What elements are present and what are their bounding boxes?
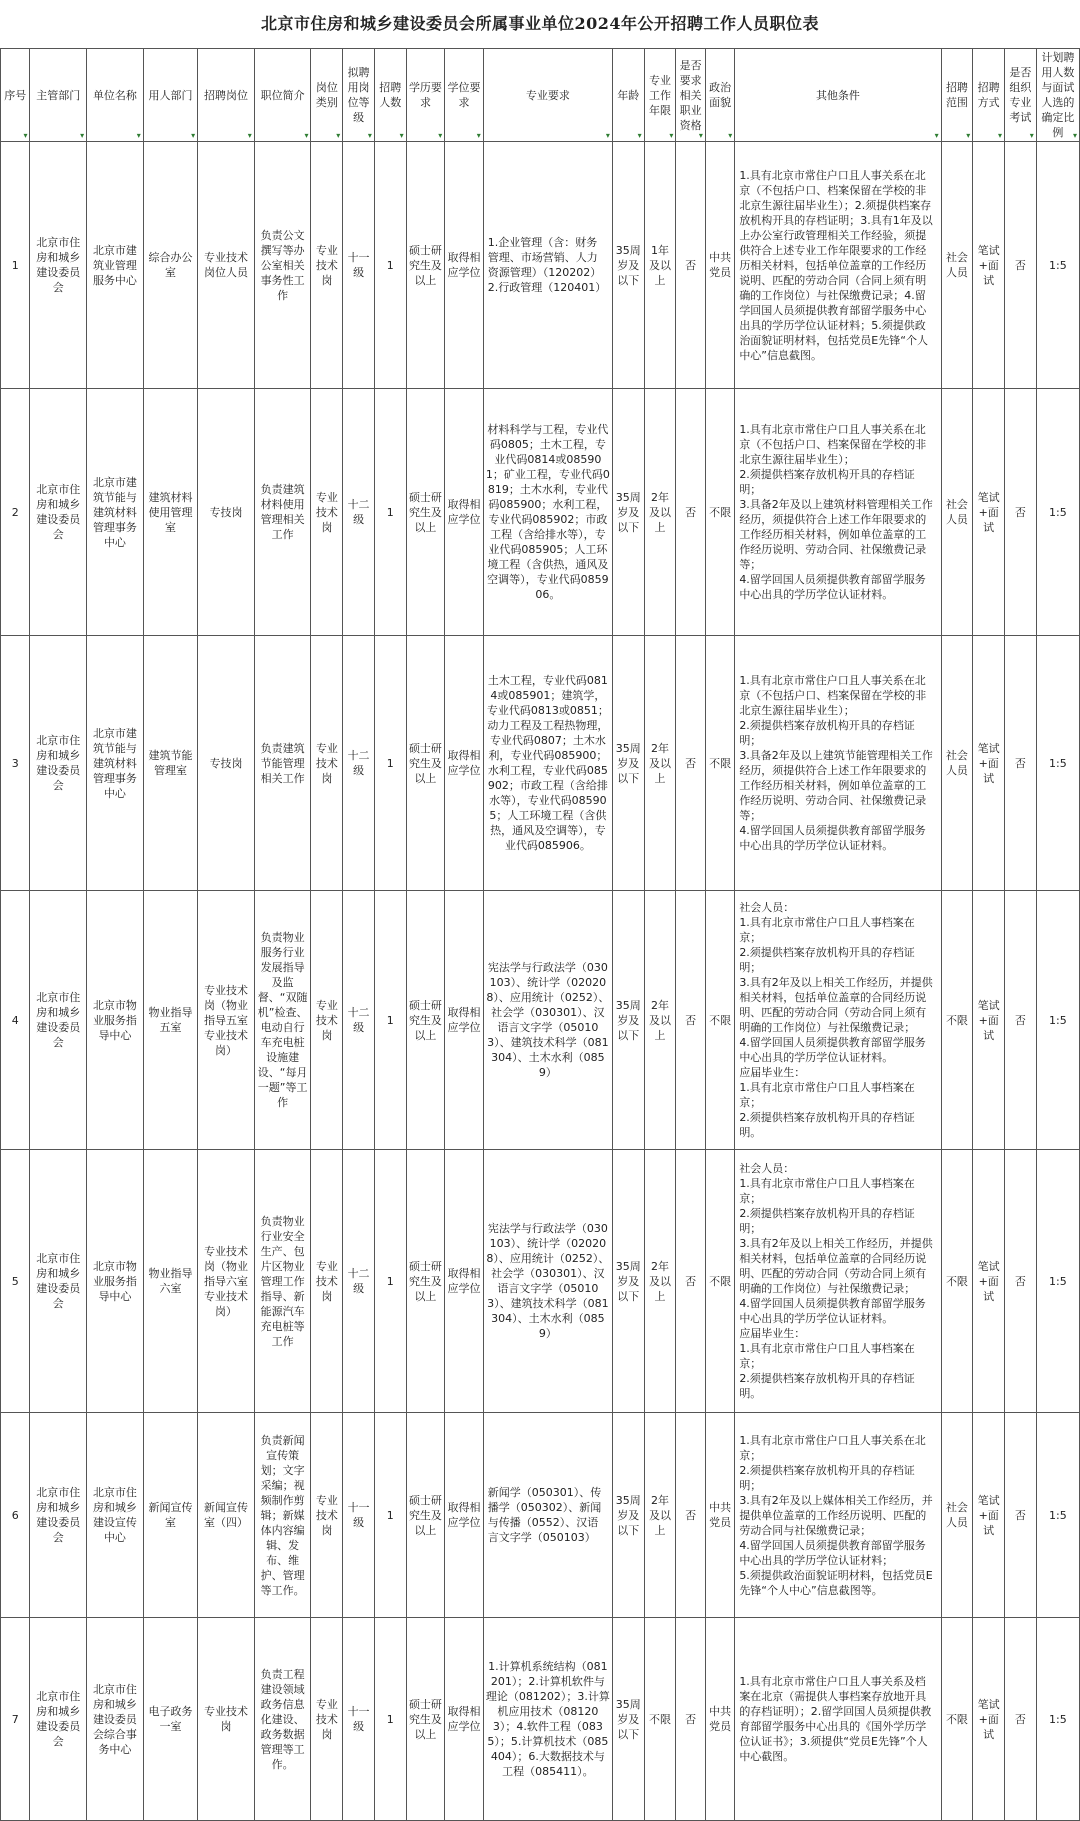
- row-number: 7: [1, 1618, 30, 1821]
- work-years: 1年及以上: [644, 142, 676, 389]
- header-cell[interactable]: 学历要求 ▾: [406, 49, 445, 142]
- unit-name: 北京市物业服务指导中心: [87, 891, 144, 1150]
- hiring-method: 笔试+面试: [973, 891, 1005, 1150]
- post-intro: 负责物业服务行业发展指导及监督、“双随机”检查、电动自行车充电桩设施建设、“每月一题”等工作: [254, 891, 311, 1150]
- major-req: 1.计算机系统结构（081201）；2.计算机软件与理论（081202）；3.计算机应用技术（081203）；4.软件工程（0835）；5.计算机技术（085404）；6.大数据技术与工程（085411）。: [483, 1618, 612, 1821]
- post-name: 专业技术岗（物业指导五室专业技术岗）: [198, 891, 255, 1150]
- age-req: 35周岁及以下: [612, 389, 644, 636]
- hiring-scope: 不限: [941, 1150, 973, 1413]
- other-conditions: 社会人员： 1.具有北京市常住户口且人事档案在京； 2.须提供档案存放机构开具的存档证明； 3.具有2年及以上相关工作经历，并提供相关材料，包括单位盖章的合同经历说明、匹配的劳动合同（劳动合同上须有明确的工作岗位）与社保缴费记录； 4.留学回国人员须提供教育部留学服务中心出具的学历学位认证材料。 应届毕业生： 1.具有北京市常住户口且人事档案在京； 2.须提供档案存放机构开具的存档证明。: [735, 1150, 941, 1413]
- header-cell[interactable]: 用人部门 ▾: [143, 49, 197, 142]
- cert-req: 否: [676, 142, 705, 389]
- hire-count: 1: [374, 636, 406, 891]
- hiring-office: 物业指导六室: [143, 1150, 197, 1413]
- political-status: 不限: [705, 636, 734, 891]
- header-cell[interactable]: 招聘人数 ▾: [374, 49, 406, 142]
- post-name: 专业技术岗: [198, 1618, 255, 1821]
- supervising-dept: 北京市住房和城乡建设委员会: [30, 891, 87, 1150]
- hiring-office: 电子政务一室: [143, 1618, 197, 1821]
- work-years: 2年及以上: [644, 1413, 676, 1618]
- education-req: 硕士研究生及以上: [406, 1618, 445, 1821]
- hiring-scope: 社会人员: [941, 636, 973, 891]
- post-intro: 负责建筑材料使用管理相关工作: [254, 389, 311, 636]
- post-intro: 负责物业行业安全生产、包片区物业管理工作指导、新能源汽车充电桩等工作: [254, 1150, 311, 1413]
- interview-ratio: 1:5: [1036, 1150, 1079, 1413]
- hiring-office: 综合办公室: [143, 142, 197, 389]
- cert-req: 否: [676, 1618, 705, 1821]
- supervising-dept: 北京市住房和城乡建设委员会: [30, 1618, 87, 1821]
- education-req: 硕士研究生及以上: [406, 1150, 445, 1413]
- hiring-method: 笔试+面试: [973, 636, 1005, 891]
- post-category: 专业技术岗: [311, 142, 343, 389]
- header-cell[interactable]: 岗位类别 ▾: [311, 49, 343, 142]
- post-intro: 负责新闻宣传策划；文字采编；视频制作剪辑；新媒体内容编辑、发布、维护、管理等工作。: [254, 1413, 311, 1618]
- post-category: 专业技术岗: [311, 1150, 343, 1413]
- post-level: 十二级: [343, 389, 375, 636]
- row-number: 6: [1, 1413, 30, 1618]
- work-years: 2年及以上: [644, 891, 676, 1150]
- table-row: [1, 1413, 1080, 1618]
- hire-count: 1: [374, 891, 406, 1150]
- header-cell[interactable]: 是否组织专业考试 ▾: [1005, 49, 1037, 142]
- header-cell[interactable]: 年龄 ▾: [612, 49, 644, 142]
- unit-name: 北京市建筑节能与建筑材料管理事务中心: [87, 389, 144, 636]
- political-status: 不限: [705, 1150, 734, 1413]
- political-status: 中共党员: [705, 1413, 734, 1618]
- hire-count: 1: [374, 142, 406, 389]
- degree-req: 取得相应学位: [445, 142, 484, 389]
- supervising-dept: 北京市住房和城乡建设委员会: [30, 1150, 87, 1413]
- other-conditions: 1.具有北京市常住户口且人事关系在北京（不包括户口、档案保留在学校的非北京生源往届毕业生）； 2.须提供档案存放机构开具的存档证明； 3.具备2年及以上建筑材料管理相关工作经历，须提供符合上述工作年限要求的工作经历相关材料，例如单位盖章的工作经历说明、劳动合同、社保缴费记录等； 4.留学回国人员须提供教育部留学服务中心出具的学历学位认证材料。: [735, 389, 941, 636]
- post-intro: 负责工程建设领域政务信息化建设、政务数据管理等工作。: [254, 1618, 311, 1821]
- header-cell[interactable]: 单位名称 ▾: [87, 49, 144, 142]
- header-cell[interactable]: 序号 ▾: [1, 49, 30, 142]
- post-level: 十二级: [343, 636, 375, 891]
- header-cell[interactable]: 拟聘用岗位等级 ▾: [343, 49, 375, 142]
- degree-req: 取得相应学位: [445, 891, 484, 1150]
- header-cell[interactable]: 主管部门 ▾: [30, 49, 87, 142]
- table-row: [1, 1150, 1080, 1413]
- post-category: 专业技术岗: [311, 636, 343, 891]
- unit-name: 北京市住房和城乡建设宣传中心: [87, 1413, 144, 1618]
- political-status: 不限: [705, 389, 734, 636]
- major-req: 宪法学与行政法学（030103）、统计学（020208）、应用统计（0252）、社会学（030301）、汉语言文字学（050103）、建筑技术科学（081304）、土木水利（0859）: [483, 891, 612, 1150]
- header-cell[interactable]: 政治面貌 ▾: [705, 49, 734, 142]
- interview-ratio: 1:5: [1036, 142, 1079, 389]
- row-number: 2: [1, 389, 30, 636]
- age-req: 35周岁及以下: [612, 636, 644, 891]
- degree-req: 取得相应学位: [445, 1618, 484, 1821]
- degree-req: 取得相应学位: [445, 636, 484, 891]
- hiring-office: 新闻宣传室: [143, 1413, 197, 1618]
- interview-ratio: 1:5: [1036, 389, 1079, 636]
- major-req: 材料科学与工程，专业代码0805；土木工程，专业代码0814或085901；矿业工程，专业代码0819；土木水利，专业代码085900；水利工程，专业代码085902；市政工程（含给排水等），专业代码085905；人工环境工程（含供热，通风及空调等），专业代码085906。: [483, 389, 612, 636]
- header-cell[interactable]: 计划聘用人数与面试人选的确定比例 ▾: [1036, 49, 1079, 142]
- post-level: 十二级: [343, 1150, 375, 1413]
- table-row: [1, 389, 1080, 636]
- hiring-method: 笔试+面试: [973, 389, 1005, 636]
- unit-name: 北京市住房和城乡建设委员会综合事务中心: [87, 1618, 144, 1821]
- age-req: 35周岁及以下: [612, 1618, 644, 1821]
- unit-name: 北京市物业服务指导中心: [87, 1150, 144, 1413]
- header-cell[interactable]: 学位要求 ▾: [445, 49, 484, 142]
- post-name: 专技岗: [198, 389, 255, 636]
- supervising-dept: 北京市住房和城乡建设委员会: [30, 142, 87, 389]
- age-req: 35周岁及以下: [612, 142, 644, 389]
- degree-req: 取得相应学位: [445, 1413, 484, 1618]
- other-conditions: 1.具有北京市常住户口且人事关系在北京； 2.须提供档案存放机构开具的存档证明； 3.具有2年及以上媒体相关工作经历，并提供单位盖章的工作经历说明、匹配的劳动合同与社保缴费记录； 4.留学回国人员须提供教育部留学服务中心出具的学历学位认证材料； 5.须提供政治面貌证明材料，包括党员E先锋“个人中心”信息截图等。: [735, 1413, 941, 1618]
- hire-count: 1: [374, 1413, 406, 1618]
- interview-ratio: 1:5: [1036, 891, 1079, 1150]
- header-cell[interactable]: 招聘方式 ▾: [973, 49, 1005, 142]
- hiring-scope: 不限: [941, 891, 973, 1150]
- hiring-office: 建筑节能管理室: [143, 636, 197, 891]
- header-cell[interactable]: 其他条件 ▾: [735, 49, 941, 142]
- professional-exam: 否: [1005, 1150, 1037, 1413]
- row-number: 1: [1, 142, 30, 389]
- education-req: 硕士研究生及以上: [406, 1413, 445, 1618]
- header-cell[interactable]: 招聘范围 ▾: [941, 49, 973, 142]
- other-conditions: 1.具有北京市常住户口且人事关系及档案在北京（需提供人事档案存放地开具的存档证明）；2.留学回国人员须提供教育部留学服务中心出具的《国外学历学位认证书》；3.须提供“党员E先锋”个人中心截图。: [735, 1618, 941, 1821]
- header-cell[interactable]: 招聘岗位 ▾: [198, 49, 255, 142]
- work-years: 2年及以上: [644, 1150, 676, 1413]
- degree-req: 取得相应学位: [445, 1150, 484, 1413]
- professional-exam: 否: [1005, 891, 1037, 1150]
- post-intro: 负责建筑节能管理相关工作: [254, 636, 311, 891]
- post-name: 专技岗: [198, 636, 255, 891]
- education-req: 硕士研究生及以上: [406, 389, 445, 636]
- hiring-method: 笔试+面试: [973, 1413, 1005, 1618]
- supervising-dept: 北京市住房和城乡建设委员会: [30, 636, 87, 891]
- cert-req: 否: [676, 1413, 705, 1618]
- hiring-scope: 社会人员: [941, 389, 973, 636]
- post-name: 新闻宣传室（四）: [198, 1413, 255, 1618]
- professional-exam: 否: [1005, 1618, 1037, 1821]
- header-row: [1, 49, 1080, 142]
- professional-exam: 否: [1005, 1413, 1037, 1618]
- other-conditions: 1.具有北京市常住户口且人事关系在北京（不包括户口、档案保留在学校的非北京生源往届毕业生）； 2.须提供档案存放机构开具的存档证明； 3.具备2年及以上建筑节能管理相关工作经历，须提供符合上述工作年限要求的工作经历相关材料，例如单位盖章的工作经历说明、劳动合同、社保缴费记录等； 4.留学回国人员须提供教育部留学服务中心出具的学历学位认证材料。: [735, 636, 941, 891]
- education-req: 硕士研究生及以上: [406, 636, 445, 891]
- age-req: 35周岁及以下: [612, 1413, 644, 1618]
- unit-name: 北京市建筑业管理服务中心: [87, 142, 144, 389]
- major-req: 新闻学（050301）、传播学（050302）、新闻与传播（0552）、汉语言文字学（050103）: [483, 1413, 612, 1618]
- row-number: 5: [1, 1150, 30, 1413]
- post-category: 专业技术岗: [311, 1413, 343, 1618]
- header-cell[interactable]: 是否要求相关职业资格 ▾: [676, 49, 705, 142]
- post-level: 十二级: [343, 891, 375, 1150]
- education-req: 硕士研究生及以上: [406, 142, 445, 389]
- age-req: 35周岁及以下: [612, 891, 644, 1150]
- political-status: 中共党员: [705, 1618, 734, 1821]
- age-req: 35周岁及以下: [612, 1150, 644, 1413]
- political-status: 中共党员: [705, 142, 734, 389]
- professional-exam: 否: [1005, 636, 1037, 891]
- work-years: 不限: [644, 1618, 676, 1821]
- post-category: 专业技术岗: [311, 891, 343, 1150]
- page-title: 北京市住房和城乡建设委员会所属事业单位2024年公开招聘工作人员职位表: [260, 14, 820, 33]
- table-row: [1, 142, 1080, 389]
- degree-req: 取得相应学位: [445, 389, 484, 636]
- hire-count: 1: [374, 1618, 406, 1821]
- table-row: [1, 1618, 1080, 1821]
- hiring-method: 笔试+面试: [973, 1618, 1005, 1821]
- hiring-scope: 不限: [941, 1618, 973, 1821]
- hire-count: 1: [374, 1150, 406, 1413]
- work-years: 2年及以上: [644, 389, 676, 636]
- interview-ratio: 1:5: [1036, 1413, 1079, 1618]
- education-req: 硕士研究生及以上: [406, 891, 445, 1150]
- cert-req: 否: [676, 389, 705, 636]
- post-category: 专业技术岗: [311, 389, 343, 636]
- supervising-dept: 北京市住房和城乡建设委员会: [30, 1413, 87, 1618]
- table-row: [1, 891, 1080, 1150]
- hiring-scope: 社会人员: [941, 142, 973, 389]
- interview-ratio: 1:5: [1036, 1618, 1079, 1821]
- supervising-dept: 北京市住房和城乡建设委员会: [30, 389, 87, 636]
- unit-name: 北京市建筑节能与建筑材料管理事务中心: [87, 636, 144, 891]
- post-category: 专业技术岗: [311, 1618, 343, 1821]
- job-table: [0, 48, 1080, 1821]
- header-cell[interactable]: 职位简介 ▾: [254, 49, 311, 142]
- cert-req: 否: [676, 636, 705, 891]
- table-row: [1, 636, 1080, 891]
- post-level: 十一级: [343, 142, 375, 389]
- header-cell[interactable]: 专业工作年限 ▾: [644, 49, 676, 142]
- row-number: 4: [1, 891, 30, 1150]
- row-number: 3: [1, 636, 30, 891]
- interview-ratio: 1:5: [1036, 636, 1079, 891]
- post-name: 专业技术岗（物业指导六室专业技术岗）: [198, 1150, 255, 1413]
- hiring-office: 建筑材料使用管理室: [143, 389, 197, 636]
- post-level: 十一级: [343, 1413, 375, 1618]
- other-conditions: 社会人员： 1.具有北京市常住户口且人事档案在京； 2.须提供档案存放机构开具的存档证明； 3.具有2年及以上相关工作经历，并提供相关材料，包括单位盖章的合同经历说明、匹配的劳动合同（劳动合同上须有明确的工作岗位）与社保缴费记录； 4.留学回国人员须提供教育部留学服务中心出具的学历学位认证材料。 应届毕业生： 1.具有北京市常住户口且人事档案在京； 2.须提供档案存放机构开具的存档证明。: [735, 891, 941, 1150]
- major-req: 土木工程，专业代码0814或085901；建筑学，专业代码0813或0851；动力工程及工程热物理，专业代码0807；土木水利，专业代码085900；水利工程，专业代码085902；市政工程（含给排水等），专业代码085905；人工环境工程（含供热，通风及空调等），专业代码085906。: [483, 636, 612, 891]
- post-intro: 负责公文撰写等办公室相关事务性工作: [254, 142, 311, 389]
- political-status: 不限: [705, 891, 734, 1150]
- post-name: 专业技术岗位人员: [198, 142, 255, 389]
- hiring-scope: 社会人员: [941, 1413, 973, 1618]
- other-conditions: 1.具有北京市常住户口且人事关系在北京（不包括户口、档案保留在学校的非北京生源往届毕业生）；2.须提供档案存放机构开具的存档证明；3.具有1年及以上办公室行政管理相关工作经验，须提供符合上述专业工作年限要求的工作经历相关材料，包括单位盖章的工作经历说明、匹配的劳动合同（合同上须有明确的工作岗位）与社保缴费记录；4.留学回国人员须提供教育部留学服务中心出具的学历学位认证材料；5.须提供政治面貌证明材料，包括党员E先锋“个人中心”信息截图。: [735, 142, 941, 389]
- post-level: 十一级: [343, 1618, 375, 1821]
- major-req: 1.企业管理（含：财务管理、市场营销、人力资源管理）（120202） 2.行政管理（120401）: [483, 142, 612, 389]
- header-cell[interactable]: 专业要求 ▾: [483, 49, 612, 142]
- professional-exam: 否: [1005, 389, 1037, 636]
- major-req: 宪法学与行政法学（030103）、统计学（020208）、应用统计（0252）、社会学（030301）、汉语言文字学（050103）、建筑技术科学（081304）、土木水利（0859）: [483, 1150, 612, 1413]
- cert-req: 否: [676, 891, 705, 1150]
- professional-exam: 否: [1005, 142, 1037, 389]
- hiring-method: 笔试+面试: [973, 142, 1005, 389]
- work-years: 2年及以上: [644, 636, 676, 891]
- hiring-office: 物业指导五室: [143, 891, 197, 1150]
- hire-count: 1: [374, 389, 406, 636]
- hiring-method: 笔试+面试: [973, 1150, 1005, 1413]
- cert-req: 否: [676, 1150, 705, 1413]
